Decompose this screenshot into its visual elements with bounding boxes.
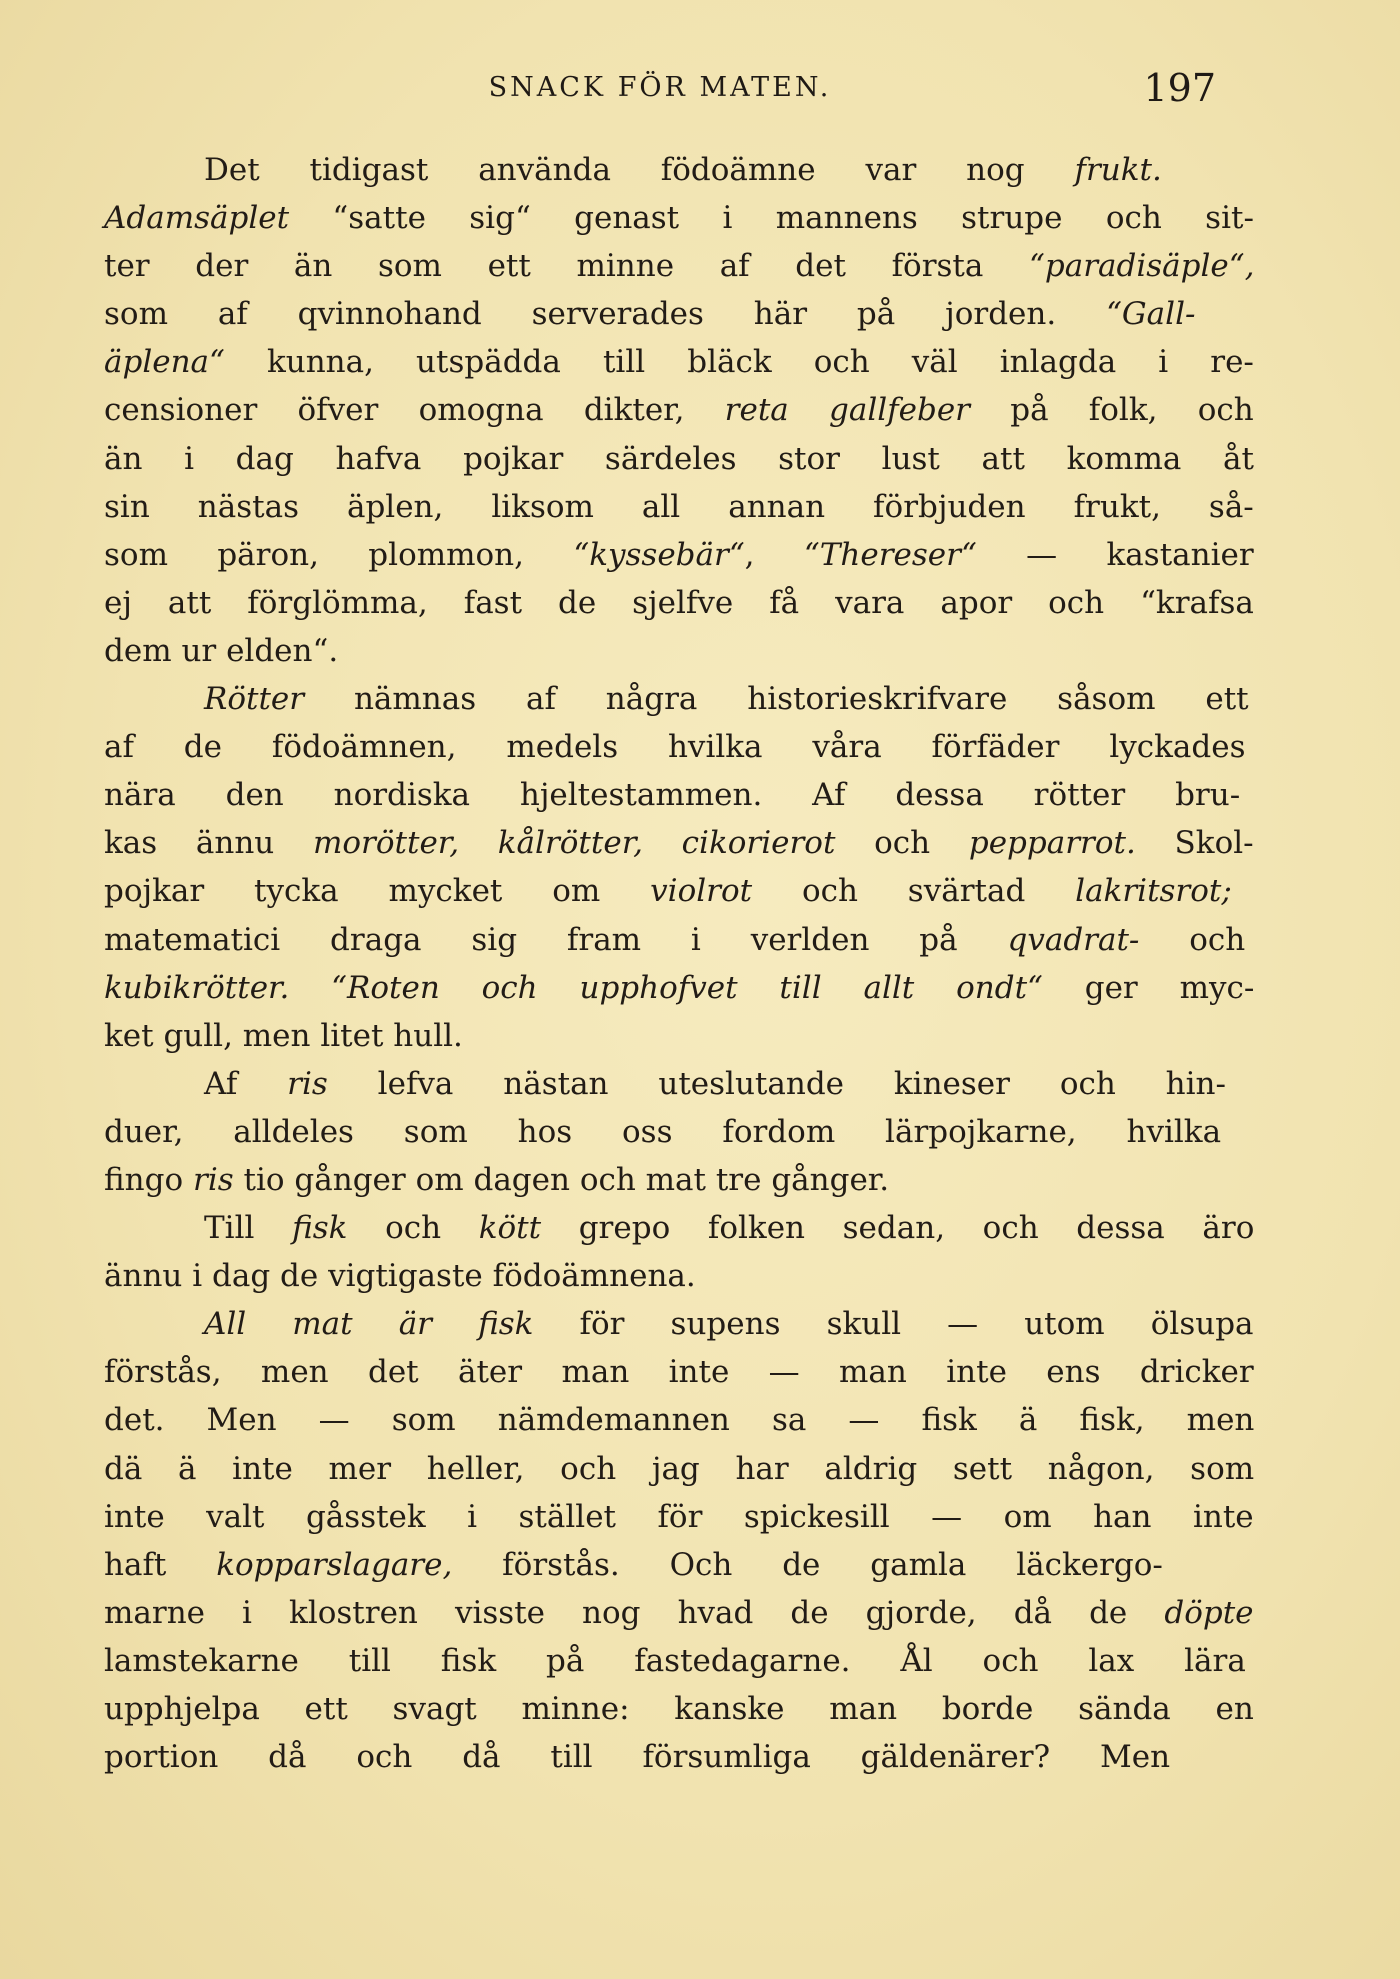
text-line <box>104 1733 1254 1781</box>
text-segment: lefva nästan uteslutande kineser och hin- <box>327 1065 1226 1102</box>
text-line <box>104 675 1254 723</box>
italic-text: lakritsrot; <box>1075 873 1232 910</box>
italic-text: döpte <box>1164 1594 1254 1631</box>
text-line <box>104 1637 1254 1685</box>
text-segment: ter der än som ett minne af det första <box>104 248 1030 285</box>
italic-text: “Roten och upphofvet till allt ondt“ <box>331 969 1043 1006</box>
italic-text: äplena“ <box>104 344 225 381</box>
text-line <box>104 1012 1254 1060</box>
italic-text: Rötter <box>204 681 305 718</box>
text-segment: på folk, och <box>970 392 1254 429</box>
text-line <box>104 338 1254 386</box>
text-line <box>104 1300 1254 1348</box>
italic-text: “Thereser“ <box>803 536 977 573</box>
text-segment: , <box>744 536 804 573</box>
text-segment: grepo folken sedan, och dessa äro <box>541 1210 1255 1247</box>
italic-text: Adamsäplet <box>104 200 290 237</box>
text-line <box>104 483 1254 531</box>
text-line <box>104 1445 1254 1493</box>
text-segment: dem ur elden“. <box>104 632 339 669</box>
text-segment: Till <box>204 1210 293 1247</box>
text-line <box>104 1685 1254 1733</box>
text-segment: censioner öfver omogna dikter, <box>104 392 725 429</box>
text-segment: nämnas af några historieskrifvare såsom ett <box>304 681 1249 718</box>
text-line <box>104 723 1254 771</box>
text-line <box>104 242 1254 290</box>
text-line <box>104 386 1254 434</box>
italic-text: pepparrot. <box>968 825 1136 862</box>
text-line <box>104 531 1254 579</box>
text-segment <box>289 970 331 1006</box>
text-segment: Af <box>204 1065 288 1102</box>
text-line <box>104 819 1254 867</box>
italic-text: kopparslagare, <box>216 1546 453 1583</box>
text-line <box>104 290 1254 338</box>
text-line <box>104 1541 1254 1589</box>
text-segment: lamstekarne till fisk på fastedagarne. Ål och lax lära <box>104 1642 1246 1679</box>
italic-text: frukt. <box>1074 152 1162 188</box>
text-line <box>104 579 1254 627</box>
text-segment: upphjelpa ett svagt minne: kanske man borde sända en <box>104 1691 1254 1727</box>
italic-text: qvadrat- <box>1007 921 1140 958</box>
text-line <box>104 964 1254 1012</box>
text-segment: duer, alldeles som hos oss fordom lärpojkarne, hvilka <box>104 1113 1222 1150</box>
text-segment: och <box>835 825 969 862</box>
italic-text: kött <box>478 1210 542 1247</box>
text-segment: och <box>347 1210 479 1247</box>
text-segment: och svärtad <box>752 873 1076 910</box>
text-segment: förstås, men det äter man inte — man inte ens dricker <box>104 1354 1254 1391</box>
text-segment: för supens skull — utom ölsupa <box>533 1306 1254 1343</box>
italic-text: ris <box>193 1161 234 1198</box>
text-segment: haft <box>104 1546 217 1583</box>
text-segment: det. Men — som nämdemannen sa — fisk ä fisk, men <box>104 1402 1255 1439</box>
italic-text: violrot <box>650 873 753 910</box>
italic-text: morötter, kålrötter, cikorierot <box>312 825 836 862</box>
text-segment: dä ä inte mer heller, och jag har aldrig sett någon, som <box>104 1450 1255 1487</box>
italic-text: “Gall- <box>1106 296 1196 333</box>
text-segment: — kastanier <box>976 536 1254 573</box>
italic-text: “kyssebär“ <box>573 536 745 573</box>
text-segment: ket gull, men litet hull. <box>104 1017 463 1054</box>
italic-text: reta gallfeber <box>724 392 970 429</box>
text-line <box>104 1060 1254 1108</box>
text-segment: än i dag hafva pojkar särdeles stor lust att komma åt <box>104 440 1254 477</box>
text-line <box>104 1396 1254 1444</box>
text-segment: ger myc- <box>1042 969 1255 1006</box>
text-line <box>104 1156 1254 1204</box>
text-segment: som af qvinnohand serverades här på jorden. <box>104 296 1107 333</box>
text-line <box>104 1252 1254 1300</box>
text-segment: tio gånger om dagen och mat tre gånger. <box>233 1161 890 1198</box>
text-line <box>104 194 1254 242</box>
text-line <box>104 867 1254 915</box>
page-number: 197 <box>1143 66 1216 110</box>
text-segment: inte valt gåsstek i stället för spickesill — om han inte <box>104 1498 1254 1535</box>
text-segment: kunna, utspädda till bläck och väl inlagda i re- <box>224 344 1254 381</box>
text-segment: och <box>1139 921 1246 958</box>
body-text <box>104 146 1254 1781</box>
text-segment: förstås. Och de gamla läckergo- <box>452 1546 1163 1583</box>
text-segment: af de födoämnen, medels hvilka våra förfäder lyckades <box>104 729 1246 766</box>
italic-text: fisk <box>292 1210 348 1247</box>
running-title: SNACK FÖR MATEN. <box>488 72 832 103</box>
italic-text: “paradisäple“, <box>1029 248 1255 285</box>
italic-text: kubikrötter. <box>104 969 290 1006</box>
text-segment: Skol- <box>1135 825 1254 862</box>
page-header <box>104 66 1216 126</box>
text-segment: portion då och då till försumliga gäldenärer? Men <box>104 1739 1171 1776</box>
text-line <box>104 435 1254 483</box>
text-segment: ännu i dag de vigtigaste födoämnena. <box>104 1258 696 1295</box>
text-segment: marne i klostren visste nog hvad de gjorde, då de <box>104 1594 1165 1631</box>
text-segment: fingo <box>104 1161 194 1198</box>
italic-text: ris <box>287 1065 328 1102</box>
text-segment: Det tidigast använda födoämne var nog <box>204 152 1075 188</box>
text-line <box>104 1589 1254 1637</box>
text-segment: som päron, plommon, <box>104 536 574 573</box>
text-segment: sin nästas äplen, liksom all annan förbjuden frukt, så- <box>104 488 1254 525</box>
text-segment: matematici draga sig fram i verlden på <box>104 921 1008 958</box>
text-segment: nära den nordiska hjeltestammen. Af dessa rötter bru- <box>104 777 1241 814</box>
text-line <box>104 146 1254 194</box>
text-line <box>104 771 1254 819</box>
text-segment: kas ännu <box>104 825 313 862</box>
text-line <box>104 1348 1254 1396</box>
text-segment: ej att förglömma, fast de sjelfve få vara apor och “krafsa <box>104 584 1254 621</box>
text-line <box>104 1493 1254 1541</box>
text-line <box>104 916 1254 964</box>
italic-text: All mat är fisk <box>204 1306 534 1343</box>
text-line <box>104 1204 1254 1252</box>
text-segment: “satte sig“ genast i mannens strupe och sit- <box>289 200 1254 237</box>
text-segment: pojkar tycka mycket om <box>104 873 651 910</box>
text-line <box>104 1108 1254 1156</box>
text-line <box>104 627 1254 675</box>
